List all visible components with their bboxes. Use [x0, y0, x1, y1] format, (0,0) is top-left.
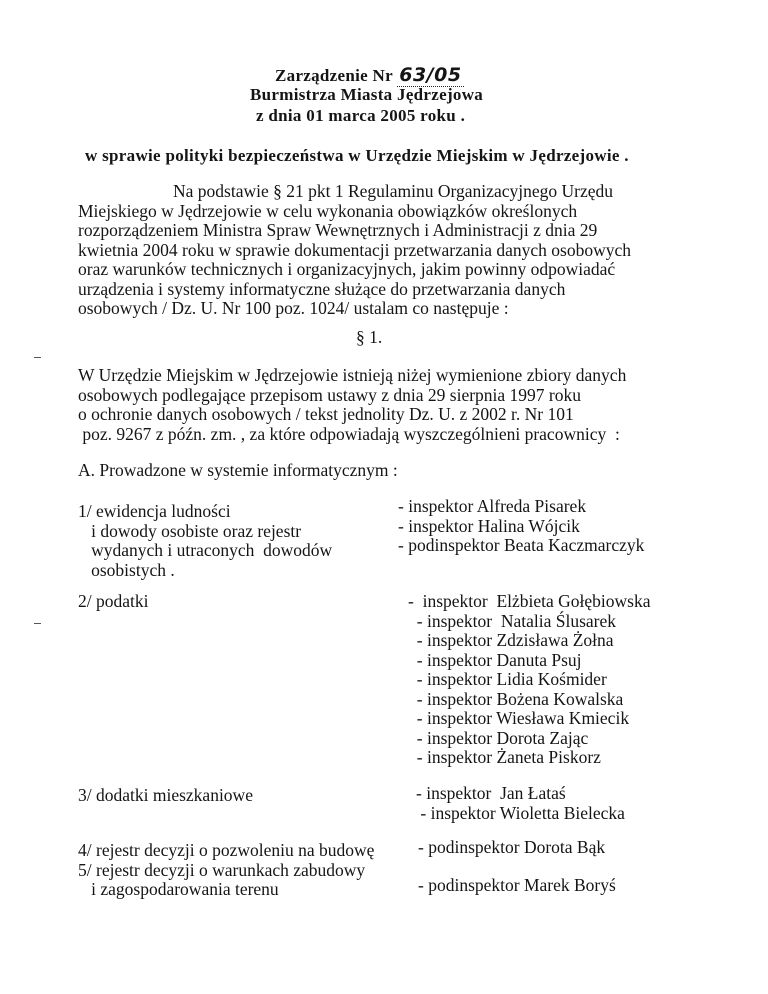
staff-line: - inspektor Danuta Psuj	[408, 649, 582, 670]
item-left: 3/ dodatki mieszkaniowe	[78, 785, 253, 805]
item-right	[416, 784, 625, 823]
intro-line: urządzenia i systemy informatyczne służące do przetwarzania danych	[78, 278, 566, 299]
date-line: z dnia 01 marca 2005 roku .	[256, 106, 466, 125]
section-paragraph	[78, 366, 626, 444]
title-prefix: Zarządzenie Nr	[275, 66, 393, 85]
intro-line: Miejskiego w Jędrzejowie w celu wykonania obowiązków określonych	[78, 200, 578, 221]
staff-line: - inspektor Zdzisława Żołna	[408, 630, 614, 650]
staff-line: - inspektor Bożena Kowalska	[408, 688, 624, 709]
item-left-line: i dowody osobiste oraz rejestr	[78, 520, 302, 541]
staff-line: - inspektor Alfreda Pisarek	[398, 496, 587, 516]
para-line: poz. 9267 z późn. zm. , za które odpowiadają wyszczególnieni pracownicy :	[78, 423, 620, 444]
item-left	[78, 502, 332, 580]
item-right	[398, 497, 644, 556]
intro-line: rozporządzeniem Ministra Spraw Wewnętrznych i Administracji z dnia 29	[78, 220, 598, 240]
intro-paragraph	[78, 182, 631, 319]
section-mark: § 1.	[356, 327, 383, 347]
staff-line: - inspektor Wiesława Kmiecik	[408, 708, 630, 728]
section-a-heading: A. Prowadzone w systemie informatycznym :	[78, 460, 398, 480]
intro-line: Na podstawie § 21 pkt 1 Regulaminu Organizacyjnego Urzędu	[173, 181, 613, 201]
staff-line: - podinspektor Marek Boryś	[418, 875, 616, 895]
item-left-line: 1/ ewidencja ludności	[78, 501, 231, 521]
staff-line: - inspektor Elżbieta Gołębiowska	[408, 591, 651, 611]
intro-line: oraz warunków technicznych i organizacyjnych, jakim powinny odpowiadać	[78, 259, 616, 279]
item-left: 2/ podatki	[78, 591, 149, 611]
staff-line: - inspektor Żaneta Piskorz	[408, 747, 601, 767]
staff-line: - inspektor Wioletta Bielecka	[416, 802, 625, 823]
para-line: osobowych podlegające przepisom ustawy z dnia 29 sierpnia 1997 roku	[78, 384, 581, 405]
ordinance-title	[275, 64, 464, 87]
staff-line: - podinspektor Dorota Bąk	[418, 837, 606, 857]
staff-line: - inspektor Halina Wójcik	[398, 515, 580, 536]
item-left-line: 5/ rejestr decyzji o warunkach zabudowy	[78, 859, 366, 880]
staff-line: - inspektor Lidia Kośmider	[408, 669, 607, 689]
intro-line: osobowych / Dz. U. Nr 100 poz. 1024/ ustalam co następuje :	[78, 298, 509, 318]
item-left-line: 4/ rejestr decyzji o pozwoleniu na budowę	[78, 840, 375, 860]
staff-line: - inspektor Jan Łataś	[416, 783, 566, 803]
item-left	[78, 841, 374, 900]
item-left-line: i zagospodarowania terenu	[78, 879, 279, 899]
staff-line: - podinspektor Beata Kaczmarczyk	[398, 535, 645, 555]
scan-margin-mark	[34, 357, 41, 358]
issuer-line: Burmistrza Miasta Jędrzejowa	[250, 85, 484, 104]
item-left-line: wydanych i utraconych dowodów	[78, 540, 333, 560]
intro-line: kwietnia 2004 roku w sprawie dokumentacji przetwarzania danych osobowych	[78, 239, 632, 260]
item-right	[408, 592, 651, 768]
para-line: o ochronie danych osobowych / tekst jednolity Dz. U. z 2002 r. Nr 101	[78, 404, 574, 424]
item-left-line: osobistych .	[78, 559, 175, 580]
subject-line: w sprawie polityki bezpieczeństwa w Urzędzie Miejskim w Jędrzejowie .	[85, 146, 629, 165]
scan-margin-mark	[34, 623, 41, 624]
staff-line: - inspektor Natalia Ślusarek	[408, 610, 617, 631]
staff-line: - inspektor Dorota Zając	[408, 727, 589, 748]
para-line: W Urzędzie Miejskim w Jędrzejowie istnieją niżej wymienione zbiory danych	[78, 365, 627, 385]
handwritten-number: 63/05	[399, 64, 462, 86]
